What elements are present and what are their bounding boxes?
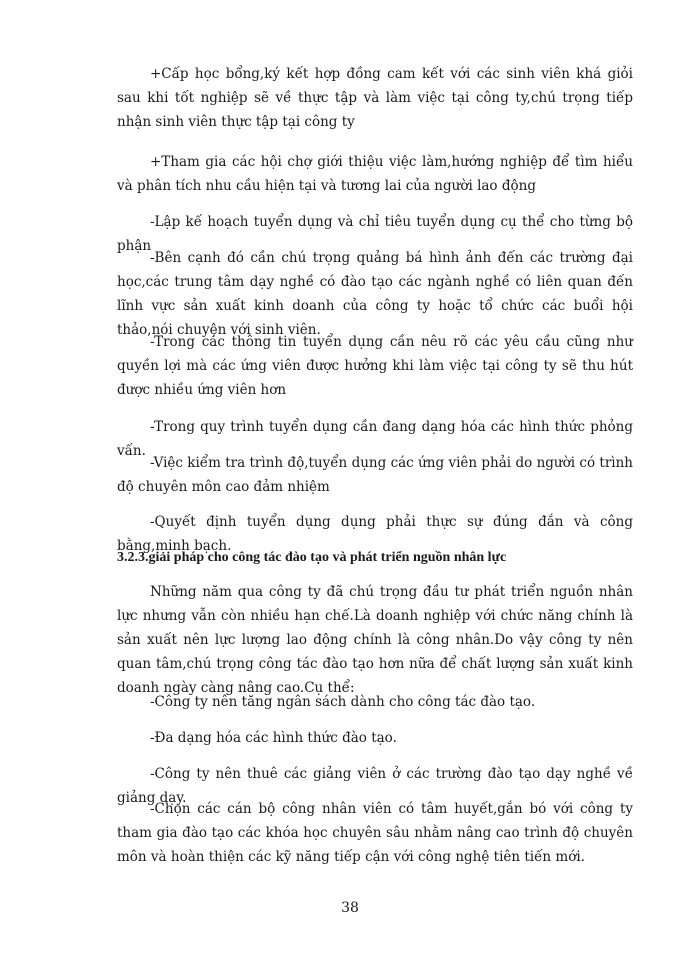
paragraph-interview-forms: -Trong quy trình tuyển dụng cần đang dạng hóa các hình thức phỏng vấn. [117,419,633,459]
paragraph-promotion: -Bên cạnh đó cần chú trọng quảng bá hình ảnh đến các trường đại học,các trung tâm dạy nghề có đào tạo các ngành nghề có liên quan đến lĩnh vực sản xuất kinh doanh của công ty hoặc tổ chức các buổi hội thảo,nói chuyện với sinh viên. [117,250,633,338]
paragraph-budget: -Công ty nên tăng ngân sách dành cho công tác đào tạo. [150,694,536,710]
paragraph-recruitment-info: -Trong các thông tin tuyển dụng cần nêu rõ các yêu cầu cũng như quyền lợi mà các ứng viên được hưởng khi làm việc tại công ty sẽ thu hút được nhiều ứng viên hơn [117,334,633,398]
paragraph-qualification-check: -Việc kiểm tra trình độ,tuyển dụng các ứng viên phải do người có trình độ chuyên môn cao đảm nhiệm [117,455,633,495]
page-number: 38 [341,900,359,916]
paragraph-recruitment-plan: -Lập kế hoạch tuyển dụng và chỉ tiêu tuyển dụng cụ thể cho từng bộ phận [117,214,633,254]
paragraph-fair-decision: -Quyết định tuyển dụng dụng phải thực sự đúng đắn và công bằng,minh bạch. [117,514,633,554]
paragraph-hire-lecturers: -Công ty nên thuê các giảng viên ở các trường đào tạo dạy nghề về giảng dạy. [117,766,633,806]
paragraph-intro: Những năm qua công ty đã chú trọng đầu tư phát triển nguồn nhân lực nhưng vẫn còn nhiều hạn chế.Là doanh nghiệp với chức năng chính là sản xuất nên lực lượng lao động chính là công nhân.Do vậy công ty nên quan tâm,chú trọng công tác đào tạo hơn nữa để chất lượng sản xuất kinh doanh ngày càng nâng cao.Cụ thể: [117,584,633,696]
paragraph-diversify: -Đa dạng hóa các hình thức đào tạo. [150,730,397,746]
section-heading: 3.2.3.giải pháp cho công tác đào tạo và phát triển nguồn nhân lực [117,550,507,565]
paragraph-job-fairs: +Tham gia các hội chợ giới thiệu việc làm,hướng nghiệp để tìm hiểu và phân tích nhu cầu hiện tại và tương lai của người lao động [117,154,633,194]
paragraph-scholarship: +Cấp học bổng,ký kết hợp đồng cam kết với các sinh viên khá giỏi sau khi tốt nghiệp sẽ về thực tập và làm việc tại công ty,chú trọng tiếp nhận sinh viên thực tập tại công ty [117,66,633,130]
paragraph-select-staff: -Chọn các cán bộ công nhân viên có tâm huyết,gắn bó với công ty tham gia đào tạo các khóa học chuyên sâu nhằm nâng cao trình độ chuyên môn và hoàn thiện các kỹ năng tiếp cận với công nghệ tiên tiến mới. [117,801,633,865]
